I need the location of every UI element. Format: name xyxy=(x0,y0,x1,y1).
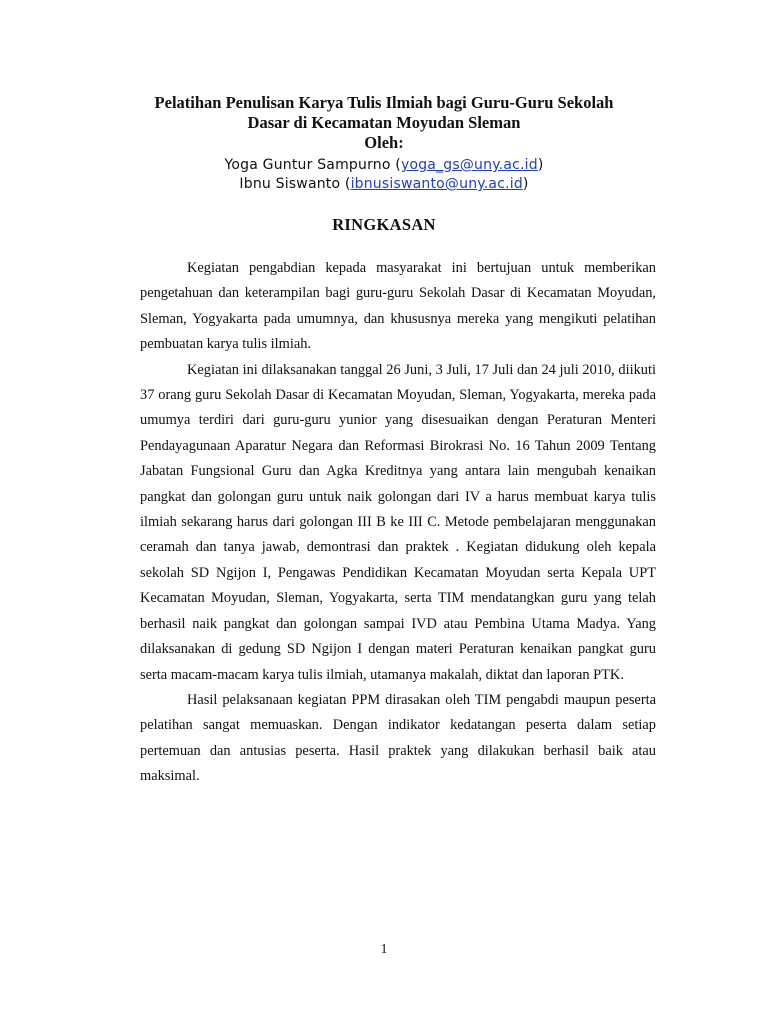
author-1-name: Yoga Guntur Sampurno xyxy=(224,157,391,173)
section-heading: RINGKASAN xyxy=(332,215,436,234)
abstract-body xyxy=(140,256,656,790)
paragraph-3: Hasil pelaksanaan kegiatan PPM dirasakan oleh TIM pengabdi maupun peserta pelatihan sangat memuaskan. Dengan indikator kedatangan peserta dalam setiap pertemuan dan antusias peserta. Hasil praktek yang dilakukan berhasil baik atau maksimal. xyxy=(140,691,656,785)
paragraph-1: Kegiatan pengabdian kepada masyarakat ini bertujuan untuk memberikan pengetahuan dan keterampilan bagi guru-guru Sekolah Dasar di Kecamatan Moyudan, Sleman, Yogyakarta pada umumnya, dan khususnya mereka yang mengikuti pelatihan pembuatan karya tulis ilmiah. xyxy=(140,260,656,353)
byline: Oleh: xyxy=(364,133,404,152)
title-line-2: Dasar di Kecamatan Moyudan Sleman xyxy=(247,113,521,132)
paragraph-2: Kegiatan ini dilaksanakan tanggal 26 Juni, 3 Juli, 17 Juli dan 24 juli 2010, diikuti 37 orang guru Sekolah Dasar di Kecamatan Moyudan, Sleman, Yogyakarta, mereka pada umumya terdiri dari guru-guru yunior yang disesuaikan dengan Peraturan Menteri Pendayagunaan Aparatur Negara dan Reformasi Birokrasi No. 16 Tahun 2009 Tentang Jabatan Fungsional Guru dan Agka Kreditnya yang antara lain mengubah kenaikan pangkat dan golongan guru untuk naik golongan dari IV a harus membuat karya tulis ilmiah sekarang harus dari golongan III B ke III C. Metode pembelajaran menggunakan ceramah dan tanya jawab, demontrasi dan praktek . Kegiatan didukung oleh kepala sekolah SD Ngijon I, Pengawas Pendidikan Kecamatan Moyudan serta Kepala UPT Kecamatan Moyudan, Sleman, Yogyakarta, serta TIM mendatangkan guru yang telah berhasil naik pangkat dan golongan sampai IVD atau Pembina Utama Madya. Yang dilaksanakan di gedung SD Ngijon I dengan materi Peraturan kenaikan pangkat guru serta macam-macam karya tulis ilmiah, utamanya makalah, diktat dan laporan PTK. xyxy=(140,361,656,683)
author-2-email-link[interactable]: ibnusiswanto@uny.ac.id xyxy=(350,176,523,192)
author-1: Yoga Guntur Sampurno (yoga_gs@uny.ac.id) xyxy=(224,157,544,173)
page-number: 1 xyxy=(380,942,388,957)
author-2: Ibnu Siswanto (ibnusiswanto@uny.ac.id) xyxy=(239,176,529,192)
author-2-name: Ibnu Siswanto xyxy=(239,176,341,192)
author-1-email-link[interactable]: yoga_gs@uny.ac.id xyxy=(400,157,538,173)
title-line-1: Pelatihan Penulisan Karya Tulis Ilmiah bagi Guru-Guru Sekolah xyxy=(154,93,614,112)
document-title xyxy=(120,93,648,153)
